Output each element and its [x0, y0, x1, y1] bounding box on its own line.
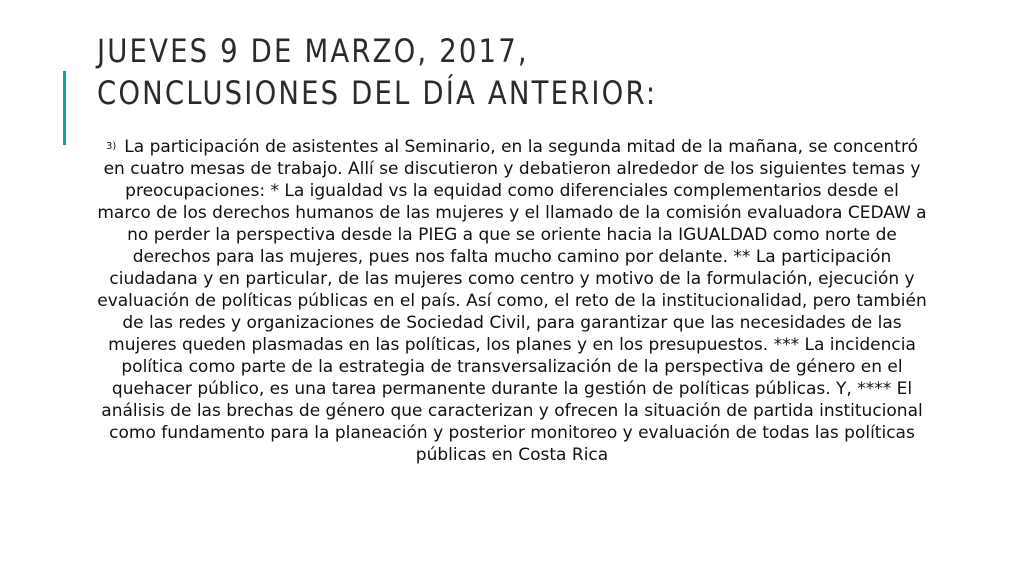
- conclusion-paragraph: [96, 136, 928, 466]
- slide-title: [97, 30, 997, 114]
- slide-body: [96, 136, 928, 466]
- item-number: 3): [106, 141, 117, 152]
- slide-title-line-2: CONCLUSIONES DEL DÍA ANTERIOR:: [97, 74, 658, 112]
- title-accent-bar: [63, 71, 66, 145]
- slide-title-line-1: JUEVES 9 DE MARZO, 2017,: [97, 32, 529, 70]
- conclusion-text: La participación de asistentes al Seminario, en la segunda mitad de la mañana, se concentró en cuatro mesas de trabajo. Allí se discutieron y debatieron alrededor de los siguientes temas y preocupaciones: * La igualdad vs la equidad como diferenciales complementarios desde el marco de los derechos humanos de las mujeres y el llamado de la comisión evaluadora CEDAW a no perder la perspectiva desde la PIEG a que se oriente hacia la IGUALDAD como norte de derechos para las mujeres, pues nos falta mucho camino por delante. ** La participación ciudadana y en particular, de las mujeres como centro y motivo de la formulación, ejecución y evaluación de políticas públicas en el país. Así como, el reto de la institucionalidad, pero también de las redes y organizaciones de Sociedad Civil, para garantizar que las necesidades de las mujeres queden plasmadas en las políticas, los planes y en los presupuestos. *** La incidencia política como parte de la estrategia de transversalización de la perspectiva de género en el quehacer público, es una tarea permanente durante la gestión de políticas públicas. Y, **** El análisis de las brechas de género que caracterizan y ofrecen la situación de partida institucional como fundamento para la planeación y posterior monitoreo y evaluación de todas las políticas públicas en Costa Rica: [97, 137, 927, 465]
